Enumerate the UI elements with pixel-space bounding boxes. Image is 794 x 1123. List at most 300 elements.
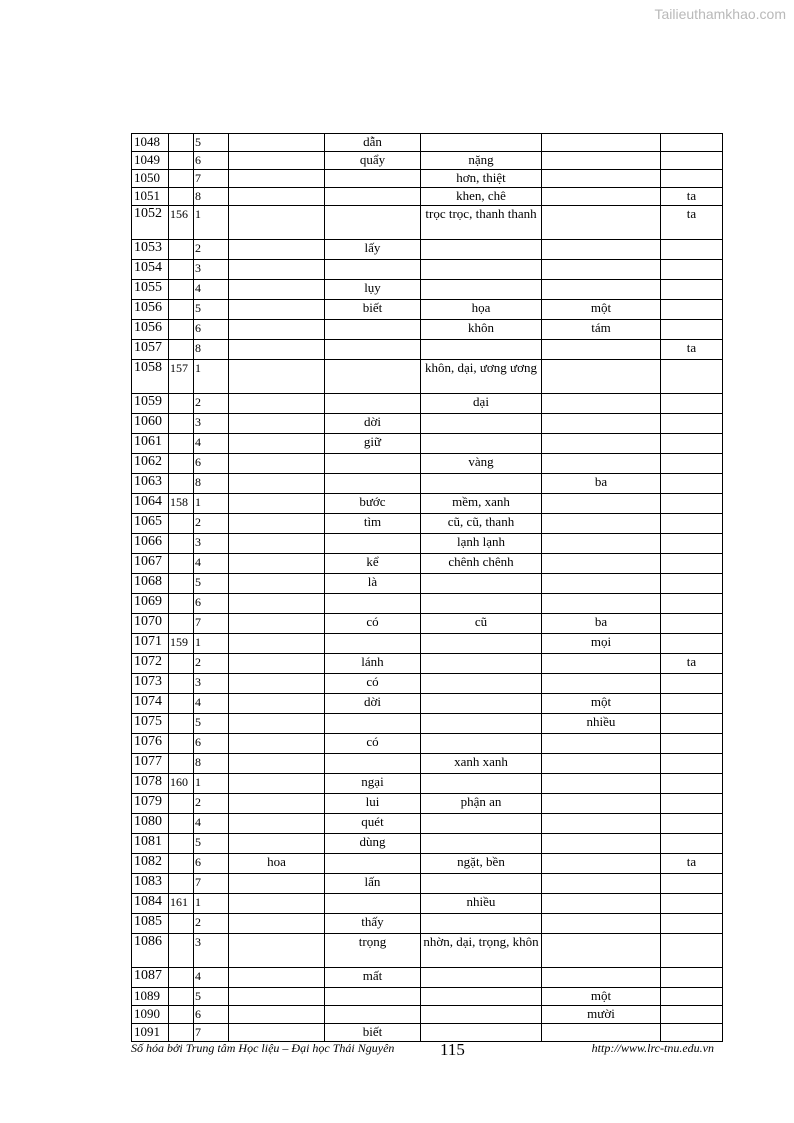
col3-cell <box>421 434 542 454</box>
col3-cell: họa <box>421 300 542 320</box>
row-id-cell: 1089 <box>132 988 169 1006</box>
col3-cell <box>421 574 542 594</box>
index-cell: 5 <box>194 988 229 1006</box>
row-id-cell: 1051 <box>132 188 169 206</box>
col2-cell <box>325 206 421 240</box>
col2-cell: quẩy <box>325 152 421 170</box>
index-cell: 3 <box>194 934 229 968</box>
col3-cell <box>421 914 542 934</box>
col4-cell <box>542 494 661 514</box>
col4-cell <box>542 674 661 694</box>
index-cell: 4 <box>194 814 229 834</box>
index-cell: 2 <box>194 514 229 534</box>
col3-cell <box>421 694 542 714</box>
table-row <box>132 534 723 554</box>
group-cell <box>169 514 194 534</box>
col3-cell <box>421 834 542 854</box>
col1-cell <box>229 814 325 834</box>
col5-cell <box>661 874 723 894</box>
col3-cell: nhờn, dại, trọng, khôn <box>421 934 542 968</box>
col1-cell <box>229 614 325 634</box>
col3-cell: khôn <box>421 320 542 340</box>
index-cell: 6 <box>194 1006 229 1024</box>
row-id-cell: 1064 <box>132 494 169 514</box>
col2-cell: ngại <box>325 774 421 794</box>
row-id-cell: 1086 <box>132 934 169 968</box>
col5-cell <box>661 300 723 320</box>
col5-cell <box>661 988 723 1006</box>
group-cell <box>169 170 194 188</box>
col1-cell <box>229 170 325 188</box>
group-cell: 159 <box>169 634 194 654</box>
col1-cell <box>229 280 325 300</box>
col5-cell <box>661 674 723 694</box>
index-cell: 7 <box>194 170 229 188</box>
watermark-text: Tailieuthamkhao.com <box>654 6 786 22</box>
col5-cell <box>661 474 723 494</box>
col1-cell <box>229 674 325 694</box>
col2-cell <box>325 360 421 394</box>
col1-cell <box>229 554 325 574</box>
table-row <box>132 694 723 714</box>
col5-cell <box>661 754 723 774</box>
col3-cell <box>421 474 542 494</box>
col5-cell <box>661 894 723 914</box>
word-table <box>131 133 723 1042</box>
col4-cell <box>542 206 661 240</box>
col2-cell <box>325 260 421 280</box>
col1-cell <box>229 894 325 914</box>
col3-cell <box>421 280 542 300</box>
table-row <box>132 968 723 988</box>
col1-cell <box>229 1024 325 1042</box>
col2-cell: lui <box>325 794 421 814</box>
group-cell <box>169 280 194 300</box>
index-cell: 8 <box>194 754 229 774</box>
col2-cell: dời <box>325 694 421 714</box>
table-row <box>132 474 723 494</box>
col2-cell: lụy <box>325 280 421 300</box>
index-cell: 4 <box>194 554 229 574</box>
col2-cell <box>325 320 421 340</box>
row-id-cell: 1056 <box>132 320 169 340</box>
col2-cell: quét <box>325 814 421 834</box>
group-cell <box>169 694 194 714</box>
col1-cell <box>229 988 325 1006</box>
index-cell: 7 <box>194 614 229 634</box>
index-cell: 7 <box>194 1024 229 1042</box>
table-row <box>132 854 723 874</box>
table-row <box>132 494 723 514</box>
col5-cell <box>661 714 723 734</box>
col3-cell <box>421 874 542 894</box>
col4-cell <box>542 240 661 260</box>
group-cell <box>169 414 194 434</box>
table-row <box>132 814 723 834</box>
col4-cell <box>542 734 661 754</box>
row-id-cell: 1070 <box>132 614 169 634</box>
group-cell <box>169 814 194 834</box>
col3-cell <box>421 814 542 834</box>
table-row <box>132 320 723 340</box>
group-cell <box>169 734 194 754</box>
col4-cell <box>542 894 661 914</box>
row-id-cell: 1059 <box>132 394 169 414</box>
col2-cell <box>325 714 421 734</box>
col5-cell <box>661 614 723 634</box>
index-cell: 4 <box>194 968 229 988</box>
col3-cell <box>421 260 542 280</box>
col4-cell <box>542 152 661 170</box>
col2-cell <box>325 474 421 494</box>
table-row <box>132 170 723 188</box>
col4-cell: mười <box>542 1006 661 1024</box>
col3-cell: cũ <box>421 614 542 634</box>
col3-cell: trọc trọc, thanh thanh <box>421 206 542 240</box>
col4-cell <box>542 394 661 414</box>
col2-cell <box>325 188 421 206</box>
group-cell <box>169 534 194 554</box>
table-row <box>132 340 723 360</box>
group-cell <box>169 554 194 574</box>
col3-cell: nặng <box>421 152 542 170</box>
col2-cell: lánh <box>325 654 421 674</box>
col2-cell: giữ <box>325 434 421 454</box>
col5-cell <box>661 454 723 474</box>
col4-cell <box>542 594 661 614</box>
col1-cell <box>229 360 325 394</box>
index-cell: 1 <box>194 894 229 914</box>
col1-cell <box>229 494 325 514</box>
col4-cell <box>542 874 661 894</box>
col3-cell <box>421 654 542 674</box>
col3-cell: khôn, dại, ương ương <box>421 360 542 394</box>
col1-cell <box>229 634 325 654</box>
col5-cell <box>661 260 723 280</box>
index-cell: 2 <box>194 394 229 414</box>
table-row <box>132 594 723 614</box>
col3-cell: lạnh lạnh <box>421 534 542 554</box>
table-row <box>132 1006 723 1024</box>
row-id-cell: 1048 <box>132 134 169 152</box>
col1-cell <box>229 514 325 534</box>
col3-cell <box>421 988 542 1006</box>
col4-cell <box>542 814 661 834</box>
index-cell: 5 <box>194 300 229 320</box>
col1-cell: hoa <box>229 854 325 874</box>
col1-cell <box>229 434 325 454</box>
col3-cell: vàng <box>421 454 542 474</box>
col2-cell: dùng <box>325 834 421 854</box>
group-cell <box>169 614 194 634</box>
col3-cell: nhiều <box>421 894 542 914</box>
table-row <box>132 574 723 594</box>
col2-cell <box>325 594 421 614</box>
col4-cell <box>542 774 661 794</box>
col5-cell <box>661 434 723 454</box>
col5-cell <box>661 394 723 414</box>
table-row <box>132 634 723 654</box>
table-row <box>132 394 723 414</box>
col5-cell <box>661 774 723 794</box>
row-id-cell: 1080 <box>132 814 169 834</box>
col3-cell: khen, chê <box>421 188 542 206</box>
table-row <box>132 280 723 300</box>
col2-cell: trọng <box>325 934 421 968</box>
group-cell <box>169 834 194 854</box>
col5-cell <box>661 534 723 554</box>
col5-cell: ta <box>661 654 723 674</box>
row-id-cell: 1066 <box>132 534 169 554</box>
col4-cell: mọi <box>542 634 661 654</box>
col4-cell <box>542 968 661 988</box>
col2-cell: mất <box>325 968 421 988</box>
index-cell: 6 <box>194 454 229 474</box>
index-cell: 8 <box>194 474 229 494</box>
row-id-cell: 1083 <box>132 874 169 894</box>
col1-cell <box>229 968 325 988</box>
col5-cell <box>661 968 723 988</box>
footer-source: Số hóa bởi Trung tâm Học liệu – Đại học Thái Nguyên <box>131 1041 395 1055</box>
table-row <box>132 206 723 240</box>
index-cell: 3 <box>194 414 229 434</box>
row-id-cell: 1091 <box>132 1024 169 1042</box>
row-id-cell: 1050 <box>132 170 169 188</box>
index-cell: 5 <box>194 834 229 854</box>
table-row <box>132 734 723 754</box>
col2-cell <box>325 754 421 774</box>
row-id-cell: 1085 <box>132 914 169 934</box>
group-cell <box>169 914 194 934</box>
col5-cell <box>661 514 723 534</box>
table-row <box>132 934 723 968</box>
group-cell <box>169 654 194 674</box>
col2-cell: dẫn <box>325 134 421 152</box>
group-cell <box>169 754 194 774</box>
col5-cell <box>661 914 723 934</box>
col2-cell <box>325 454 421 474</box>
col2-cell: có <box>325 734 421 754</box>
table-row <box>132 754 723 774</box>
row-id-cell: 1079 <box>132 794 169 814</box>
col4-cell <box>542 170 661 188</box>
row-id-cell: 1069 <box>132 594 169 614</box>
group-cell <box>169 794 194 814</box>
col4-cell <box>542 414 661 434</box>
col1-cell <box>229 454 325 474</box>
col5-cell <box>661 1024 723 1042</box>
col2-cell <box>325 394 421 414</box>
col3-cell <box>421 134 542 152</box>
col1-cell <box>229 188 325 206</box>
row-id-cell: 1082 <box>132 854 169 874</box>
col1-cell <box>229 574 325 594</box>
col4-cell <box>542 574 661 594</box>
col4-cell <box>542 754 661 774</box>
row-id-cell: 1067 <box>132 554 169 574</box>
col2-cell: bước <box>325 494 421 514</box>
col2-cell <box>325 894 421 914</box>
col5-cell <box>661 414 723 434</box>
col1-cell <box>229 260 325 280</box>
group-cell <box>169 574 194 594</box>
col5-cell <box>661 814 723 834</box>
group-cell <box>169 968 194 988</box>
col5-cell: ta <box>661 206 723 240</box>
index-cell: 2 <box>194 654 229 674</box>
table-row <box>132 834 723 854</box>
col5-cell <box>661 594 723 614</box>
col4-cell: ba <box>542 614 661 634</box>
col4-cell <box>542 134 661 152</box>
col1-cell <box>229 754 325 774</box>
col2-cell: có <box>325 674 421 694</box>
col2-cell <box>325 634 421 654</box>
row-id-cell: 1087 <box>132 968 169 988</box>
index-cell: 7 <box>194 874 229 894</box>
index-cell: 8 <box>194 188 229 206</box>
col5-cell: ta <box>661 854 723 874</box>
group-cell <box>169 320 194 340</box>
index-cell: 1 <box>194 494 229 514</box>
col3-cell: ngặt, bền <box>421 854 542 874</box>
group-cell <box>169 474 194 494</box>
table-row <box>132 1024 723 1042</box>
row-id-cell: 1063 <box>132 474 169 494</box>
col4-cell <box>542 1024 661 1042</box>
row-id-cell: 1074 <box>132 694 169 714</box>
table-row <box>132 794 723 814</box>
group-cell <box>169 874 194 894</box>
col4-cell: một <box>542 300 661 320</box>
row-id-cell: 1081 <box>132 834 169 854</box>
col1-cell <box>229 654 325 674</box>
col1-cell <box>229 474 325 494</box>
col4-cell: tám <box>542 320 661 340</box>
index-cell: 1 <box>194 774 229 794</box>
index-cell: 2 <box>194 240 229 260</box>
col3-cell <box>421 1006 542 1024</box>
col3-cell: xanh xanh <box>421 754 542 774</box>
col1-cell <box>229 134 325 152</box>
table-row <box>132 188 723 206</box>
col2-cell: lấy <box>325 240 421 260</box>
col1-cell <box>229 414 325 434</box>
group-cell <box>169 188 194 206</box>
table-row <box>132 300 723 320</box>
col1-cell <box>229 694 325 714</box>
group-cell <box>169 134 194 152</box>
table-row <box>132 674 723 694</box>
row-id-cell: 1056 <box>132 300 169 320</box>
table-row <box>132 152 723 170</box>
index-cell: 4 <box>194 434 229 454</box>
group-cell: 156 <box>169 206 194 240</box>
col3-cell <box>421 968 542 988</box>
group-cell <box>169 714 194 734</box>
col1-cell <box>229 1006 325 1024</box>
col3-cell: cũ, cũ, thanh <box>421 514 542 534</box>
col4-cell <box>542 834 661 854</box>
col2-cell <box>325 534 421 554</box>
col3-cell: chênh chênh <box>421 554 542 574</box>
col4-cell: một <box>542 694 661 714</box>
col5-cell <box>661 934 723 968</box>
index-cell: 3 <box>194 674 229 694</box>
table-row <box>132 654 723 674</box>
index-cell: 6 <box>194 854 229 874</box>
table-row <box>132 360 723 394</box>
table-row <box>132 714 723 734</box>
col1-cell <box>229 206 325 240</box>
table-row <box>132 914 723 934</box>
col4-cell <box>542 554 661 574</box>
group-cell <box>169 988 194 1006</box>
col2-cell: lấn <box>325 874 421 894</box>
col5-cell <box>661 554 723 574</box>
col2-cell: tìm <box>325 514 421 534</box>
row-id-cell: 1049 <box>132 152 169 170</box>
group-cell: 158 <box>169 494 194 514</box>
col5-cell <box>661 170 723 188</box>
row-id-cell: 1084 <box>132 894 169 914</box>
table-row <box>132 614 723 634</box>
row-id-cell: 1061 <box>132 434 169 454</box>
col1-cell <box>229 794 325 814</box>
group-cell <box>169 300 194 320</box>
col2-cell <box>325 988 421 1006</box>
col5-cell <box>661 1006 723 1024</box>
col2-cell: có <box>325 614 421 634</box>
table-row <box>132 554 723 574</box>
table-row <box>132 434 723 454</box>
group-cell <box>169 454 194 474</box>
col2-cell: thấy <box>325 914 421 934</box>
col1-cell <box>229 594 325 614</box>
col4-cell: ba <box>542 474 661 494</box>
col3-cell <box>421 734 542 754</box>
row-id-cell: 1078 <box>132 774 169 794</box>
index-cell: 1 <box>194 634 229 654</box>
group-cell <box>169 1024 194 1042</box>
col4-cell <box>542 654 661 674</box>
index-cell: 6 <box>194 320 229 340</box>
index-cell: 6 <box>194 734 229 754</box>
table-row <box>132 894 723 914</box>
group-cell: 160 <box>169 774 194 794</box>
col2-cell <box>325 1006 421 1024</box>
col5-cell <box>661 834 723 854</box>
col5-cell: ta <box>661 188 723 206</box>
col4-cell <box>542 260 661 280</box>
group-cell <box>169 1006 194 1024</box>
page-number: 115 <box>440 1040 465 1059</box>
group-cell <box>169 934 194 968</box>
table-row <box>132 134 723 152</box>
col1-cell <box>229 914 325 934</box>
row-id-cell: 1073 <box>132 674 169 694</box>
col4-cell <box>542 188 661 206</box>
col4-cell <box>542 914 661 934</box>
row-id-cell: 1077 <box>132 754 169 774</box>
row-id-cell: 1090 <box>132 1006 169 1024</box>
table-row <box>132 414 723 434</box>
row-id-cell: 1053 <box>132 240 169 260</box>
table-row <box>132 454 723 474</box>
col1-cell <box>229 394 325 414</box>
col1-cell <box>229 300 325 320</box>
col2-cell: kể <box>325 554 421 574</box>
